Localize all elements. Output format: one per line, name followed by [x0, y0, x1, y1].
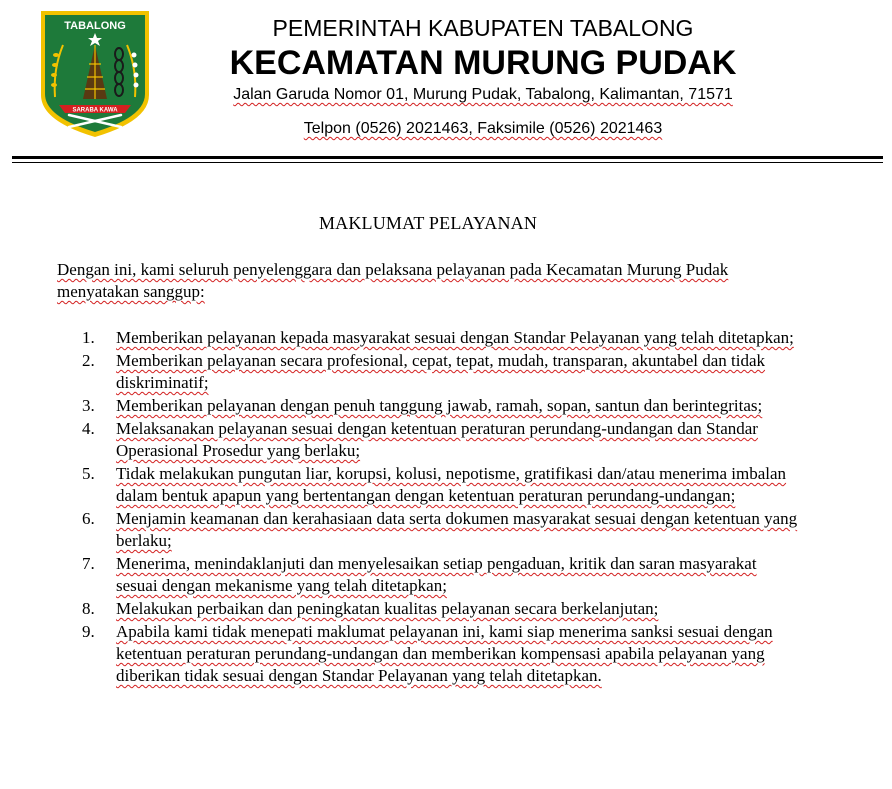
logo-text: TABALONG [64, 20, 126, 32]
item-number: 6. [82, 509, 95, 528]
list-item [82, 350, 802, 394]
office-address: Jalan Garuda Nomor 01, Murung Pudak, Tabalong, Kalimantan, 71571 [233, 86, 733, 103]
letterhead-divider-thick [12, 156, 883, 159]
document-title: MAKLUMAT PELAYANAN [318, 213, 538, 233]
item-text: Memberikan pelayanan dengan penuh tanggung jawab, ramah, sopan, santun dan berintegritas; [116, 396, 763, 415]
commitment-list [82, 327, 802, 688]
logo-motto: SARABA KAWA [72, 107, 118, 114]
list-item [82, 553, 802, 597]
list-item [82, 395, 802, 417]
office-name: KECAMATAN MURUNG PUDAK [229, 44, 737, 82]
item-text: Melakukan perbaikan dan peningkatan kualitas pelayanan secara berkelanjutan; [116, 599, 659, 618]
tabalong-emblem-logo [39, 9, 151, 139]
item-text: Memberikan pelayanan secara profesional, cepat, tepat, mudah, transparan, akuntabel dan tidak diskriminatif; [116, 351, 766, 392]
office-contact: Telpon (0526) 2021463, Faksimile (0526) 2021463 [303, 120, 663, 137]
list-item [82, 508, 802, 552]
item-text: Menerima, menindaklanjuti dan menyelesaikan setiap pengaduan, kritik dan saran masyarakat sesuai dengan mekanisme yang telah ditetapkan; [116, 554, 757, 595]
list-item [82, 621, 802, 687]
list-item [82, 463, 802, 507]
intro-paragraph: Dengan ini, kami seluruh penyelenggara dan pelaksana pelayanan pada Kecamatan Murung Pudak menyatakan sanggup: [57, 260, 729, 301]
government-name: PEMERINTAH KABUPATEN TABALONG [272, 15, 694, 41]
item-text: Menjamin keamanan dan kerahasiaan data serta dokumen masyarakat sesuai dengan ketentuan yang berlaku; [116, 509, 798, 550]
item-number: 5. [82, 464, 95, 483]
list-item [82, 418, 802, 462]
item-number: 9. [82, 622, 95, 641]
item-text: Tidak melakukan pungutan liar, korupsi, kolusi, nepotisme, gratifikasi dan/atau menerima imbalan dalam bentuk apapun yang bertentangan dengan ketentuan peraturan perundang-undangan; [116, 464, 787, 505]
item-text: Memberikan pelayanan kepada masyarakat sesuai dengan Standar Pelayanan yang telah ditetapkan; [116, 328, 794, 347]
item-text: Melaksanakan pelayanan sesuai dengan ketentuan peraturan perundang-undangan dan Standar Operasional Prosedur yang berlaku; [116, 419, 758, 460]
item-number: 8. [82, 599, 95, 618]
letterhead-divider-thin [12, 162, 883, 163]
item-text: Apabila kami tidak menepati maklumat pelayanan ini, kami siap menerima sanksi sesuai dengan ketentuan peraturan perundang-undangan dan memberikan kompensasi apabila pelayanan yang diberikan tidak sesuai dengan Standar Pelayanan yang telah ditetapkan. [116, 622, 773, 685]
item-number: 3. [82, 396, 95, 415]
item-number: 2. [82, 351, 95, 370]
item-number: 1. [82, 328, 95, 347]
list-item [82, 598, 802, 620]
item-number: 7. [82, 554, 95, 573]
item-number: 4. [82, 419, 95, 438]
list-item [82, 327, 802, 349]
